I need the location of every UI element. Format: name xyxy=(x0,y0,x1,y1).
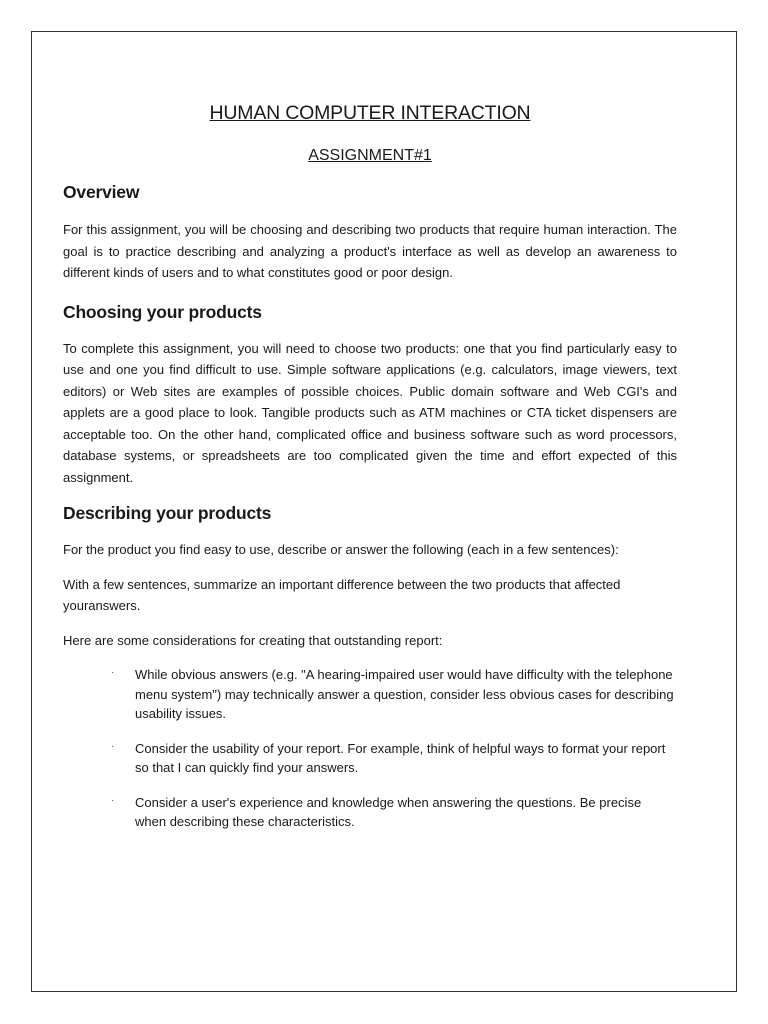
list-item xyxy=(111,793,675,832)
bullet-icon: · xyxy=(111,667,115,678)
document-body xyxy=(63,100,677,847)
list-item-text: While obvious answers (e.g. "A hearing-impaired user would have difficulty with the telephone menu system") may technically answer a question, consider less obvious cases for describing usability issues. xyxy=(135,667,674,721)
list-item xyxy=(111,665,675,724)
considerations-list xyxy=(63,665,675,832)
choosing-heading: Choosing your products xyxy=(63,301,262,322)
describing-paragraph: Here are some considerations for creating that outstanding report: xyxy=(63,632,443,648)
list-item-text: Consider a user's experience and knowledge when answering the questions. Be precise when describing these characteristics. xyxy=(135,794,642,829)
assignment-subtitle: ASSIGNMENT#1 xyxy=(308,147,432,164)
describing-paragraph: With a few sentences, summarize an important difference between the two products that affected youranswers. xyxy=(63,576,621,613)
overview-paragraph: For this assignment, you will be choosing and describing two products that require human interaction. The goal is to practice describing and analyzing a product's interface as well as develop an awareness to different kinds of users and to what constitutes good or poor design. xyxy=(63,222,677,280)
describing-heading: Describing your products xyxy=(63,503,272,523)
bullet-icon: · xyxy=(111,794,115,806)
describing-paragraph: For the product you find easy to use, describe or answer the following (each in a few sentences): xyxy=(63,542,619,557)
choosing-paragraph: To complete this assignment, you will need to choose two products: one that you find particularly easy to use and one you find difficult to use. Simple software applications (e.g. calculators, image viewers, text editors) or Web sites are examples of possible choices. Public domain software and Web CGI's and applets are a good place to look. Tangible products such as ATM machines or CTA ticket dispensers are acceptable too. On the other hand, complicated office and business software such as word processors, database systems, or spreadsheets are too complicated given the time and effort expected of this assignment. xyxy=(63,340,677,485)
document-title: HUMAN COMPUTER INTERACTION xyxy=(209,102,531,124)
overview-heading: Overview xyxy=(63,182,140,202)
list-item xyxy=(111,739,675,778)
list-item-text: Consider the usability of your report. For example, think of helpful ways to format your report so that I can quickly find your answers. xyxy=(135,740,666,775)
bullet-icon: · xyxy=(111,740,115,752)
